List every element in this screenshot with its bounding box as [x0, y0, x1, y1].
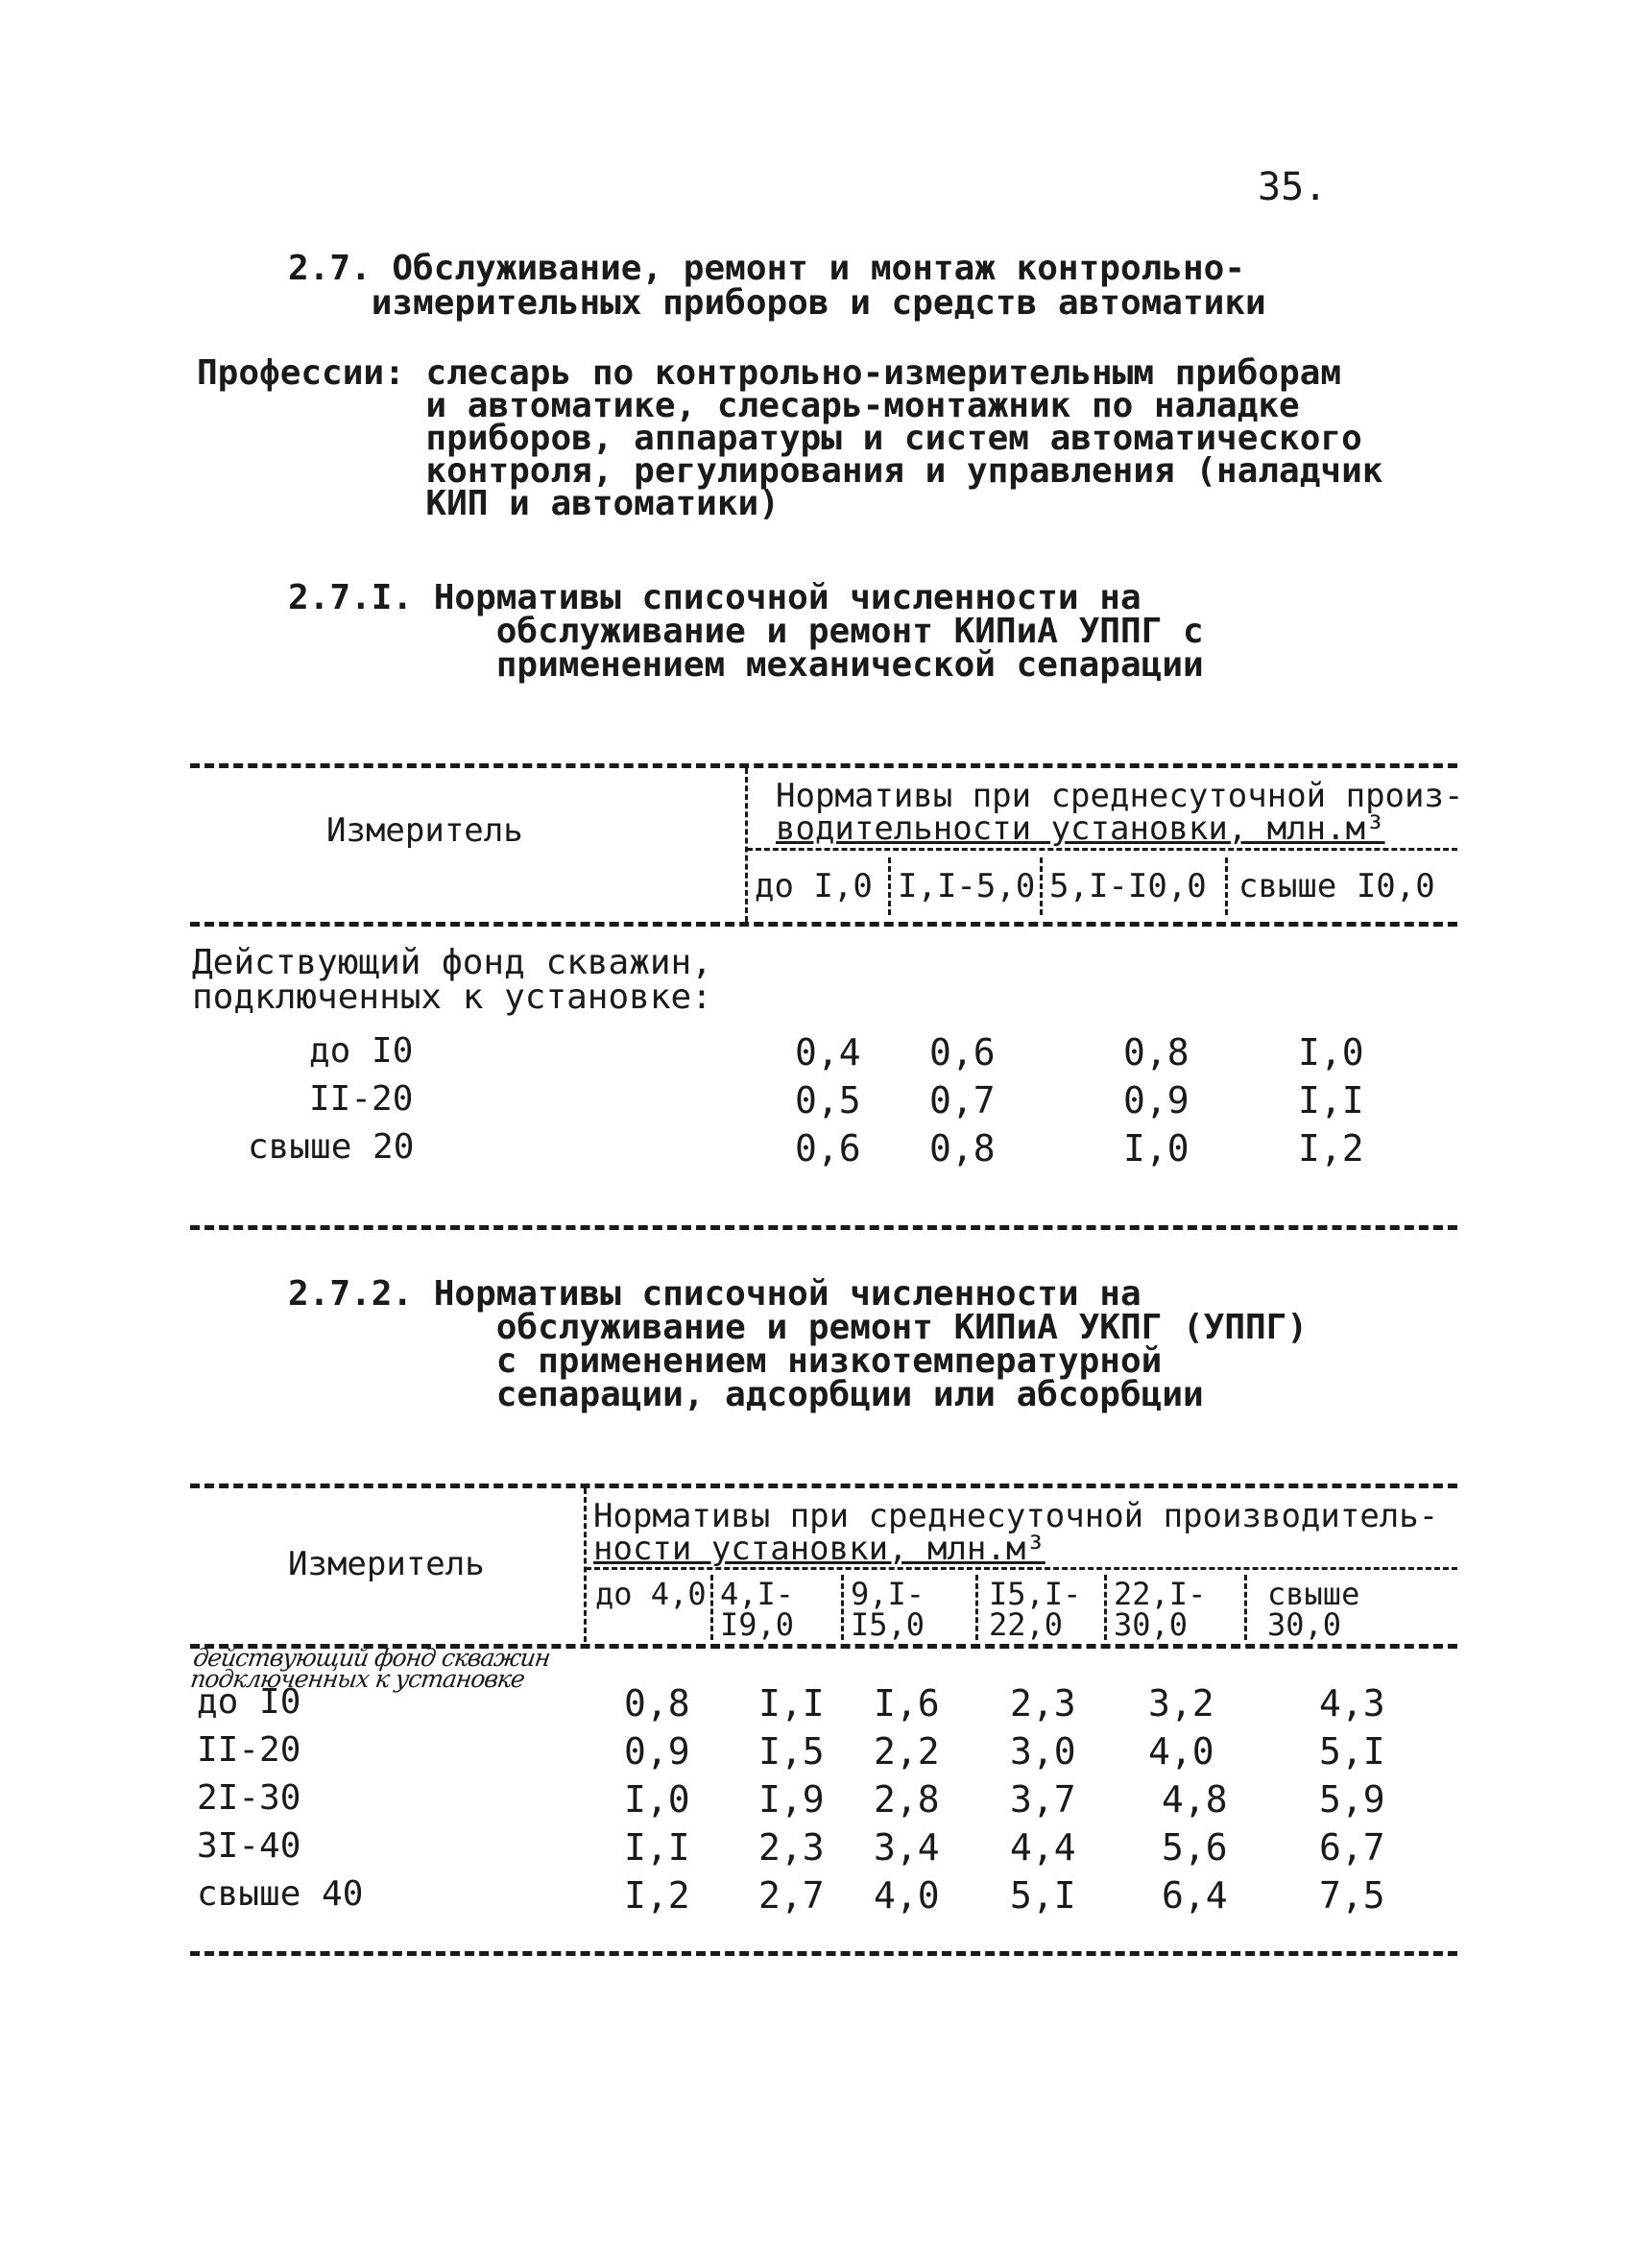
table2-col-5-line-2: 30,0 [1114, 1606, 1189, 1643]
table2-col-6-line-2: 30,0 [1267, 1606, 1342, 1643]
table2-row-label: II-20 [197, 1730, 301, 1770]
table2-col-4-line-2: 22,0 [989, 1606, 1064, 1643]
table2-cell: 2,3 [758, 1826, 825, 1869]
table1-row-label: до I0 [309, 1031, 414, 1071]
table1-subheader-rule [747, 848, 1457, 851]
table1-col-divider-1 [888, 857, 891, 915]
table2-cell: I,6 [874, 1682, 940, 1725]
table2-title-line-4: сепарации, адсорбции или абсорбции [495, 1375, 1204, 1414]
table1-cell: 0,7 [929, 1079, 996, 1122]
table2-cell: 2,3 [1010, 1682, 1076, 1725]
table2-cell: 6,4 [1162, 1874, 1228, 1917]
table1-cell: 0,9 [1123, 1079, 1189, 1122]
table2-col-6 [1267, 1576, 1360, 1643]
table2-col-4 [989, 1576, 1082, 1643]
table2-row-label: 3I-40 [197, 1826, 301, 1866]
table1-col-2: I,I-5,0 [898, 867, 1036, 905]
table2-cell: 0,9 [624, 1730, 690, 1773]
table1-header-divider [745, 768, 748, 922]
table2-col-5-line-1: 22,I- [1114, 1576, 1207, 1612]
table2-cell: 5,9 [1319, 1778, 1385, 1821]
table1-cell: 0,5 [795, 1079, 861, 1122]
table1-header-norm-line-2: водительности установки, млн.м³ [776, 809, 1385, 848]
table2-cell: 2,2 [874, 1730, 940, 1773]
table2-header-norm-line-1: Нормативы при среднесуточной производитель- [593, 1497, 1439, 1535]
table2-cell: 2,7 [758, 1874, 825, 1917]
professions-line-2: и автоматике, слесарь-монтажник по наладке [425, 386, 1300, 425]
table2-row-label: свыше 40 [197, 1874, 364, 1914]
table2-col-2 [720, 1576, 795, 1643]
table1-col-4: свыше I0,0 [1238, 867, 1435, 905]
table2-col-3 [851, 1576, 925, 1643]
table1-header-measure: Измеритель [326, 811, 523, 850]
table1-group-label [192, 943, 712, 1017]
section-title [288, 249, 1266, 323]
table2-subheader-rule [586, 1567, 1457, 1570]
table2-col-1 [595, 1576, 707, 1612]
table2-cell: I,I [624, 1826, 690, 1869]
section-title-line-1: 2.7. Обслуживание, ремонт и монтаж контрольно- [288, 249, 1245, 288]
table2-row-label: до I0 [197, 1682, 301, 1722]
table2-title-line-2: обслуживание и ремонт КИПиА УКПГ (УППГ) [495, 1308, 1309, 1347]
table1-cell: I,2 [1298, 1127, 1364, 1170]
table1-cell: I,0 [1123, 1127, 1189, 1170]
table1-cell: I,I [1298, 1079, 1364, 1122]
table1-col-3: 5,I-I0,0 [1049, 867, 1207, 905]
table2-title [288, 1274, 1309, 1414]
table2-cell: 2,8 [874, 1778, 940, 1821]
table2-col-4-line-1: I5,I- [989, 1576, 1082, 1612]
table2-top-rule [190, 1484, 1457, 1488]
table2-cell: 3,7 [1010, 1778, 1076, 1821]
table2-cell: I,9 [758, 1778, 825, 1821]
table2-col-divider-5 [1244, 1575, 1247, 1640]
table1-cell: 0,6 [795, 1127, 861, 1170]
table1-col-divider-3 [1225, 857, 1228, 915]
table2-col-divider-1 [710, 1575, 713, 1640]
table1-cell: 0,8 [929, 1127, 996, 1170]
table2-cell: I,0 [624, 1778, 690, 1821]
table2-cell: 3,0 [1010, 1730, 1076, 1773]
table2-cell: I,I [758, 1682, 825, 1725]
table2-handwritten-line-2: подключенных к установке [188, 1665, 526, 1693]
table2-bottom-rule [190, 1951, 1457, 1956]
table2-cell: 3,2 [1148, 1682, 1214, 1725]
table1-bottom-rule [190, 1225, 1457, 1230]
section-title-line-2: измерительных приборов и средств автоматики [371, 283, 1266, 323]
table1-cell: 0,8 [1123, 1031, 1189, 1074]
table2-cell: 4,3 [1319, 1682, 1385, 1725]
table1-cell: 0,4 [795, 1031, 861, 1074]
table2-cell: I,2 [624, 1874, 690, 1917]
table2-col-divider-3 [975, 1575, 978, 1640]
table1-title-line-2: обслуживание и ремонт КИПиА УППГ с [495, 612, 1204, 651]
table2-col-3-line-1: 9,I- [851, 1576, 925, 1612]
table2-col-2-line-1: 4,I- [720, 1576, 795, 1612]
table1-group-label-line-2: подключенных к установке: [192, 977, 712, 1017]
professions-label: Профессии: [197, 353, 405, 393]
table2-cell: 4,0 [1148, 1730, 1214, 1773]
table2-col-divider-4 [1104, 1575, 1107, 1640]
table2-title-line-1: 2.7.2. Нормативы списочной численности на [288, 1274, 1141, 1314]
table2-header-measure: Измеритель [288, 1545, 485, 1583]
table2-cell: 4,4 [1010, 1826, 1076, 1869]
table2-cell: 0,8 [624, 1682, 690, 1725]
table2-cell: 3,4 [874, 1826, 940, 1869]
table1-top-rule [190, 763, 1457, 768]
table1-col-divider-2 [1040, 857, 1043, 915]
professions-line-1: слесарь по контрольно-измерительным приборам [425, 353, 1342, 393]
table2-col-5 [1114, 1576, 1207, 1643]
table1-title-line-3: применением механической сепарации [495, 645, 1204, 685]
table2-handwritten-line-1: действующий фонд скважин [191, 1644, 552, 1672]
table1-header-norm-line-1: Нормативы при среднесуточной произ- [776, 777, 1464, 815]
table2-col-1-line-1: до 4,0 [595, 1576, 707, 1612]
table2-header-norm-line-2: ности установки, млн.м³ [593, 1530, 1045, 1568]
table2-row-label: 2I-30 [197, 1778, 301, 1818]
table2-col-divider-2 [841, 1575, 844, 1640]
table1-title [288, 578, 1204, 685]
table2-cell: 5,6 [1162, 1826, 1228, 1869]
professions-line-5: КИП и автоматики) [425, 484, 780, 523]
table2-cell: 4,8 [1162, 1778, 1228, 1821]
table2-col-6-line-1: свыше [1267, 1576, 1360, 1612]
table2-cell: I,5 [758, 1730, 825, 1773]
professions-line-3: приборов, аппаратуры и систем автоматического [425, 419, 1362, 458]
table1-col-1: до I,0 [755, 867, 873, 905]
page-number: 35. [1258, 165, 1328, 209]
table1-group-label-line-1: Действующий фонд скважин, [192, 943, 712, 982]
table2-col-2-line-2: I9,0 [720, 1606, 795, 1643]
table1-cell: 0,6 [929, 1031, 996, 1074]
table1-cell: I,0 [1298, 1031, 1364, 1074]
table1-row-label: свыше 20 [248, 1127, 415, 1167]
table1-row-label: II-20 [309, 1079, 414, 1119]
table2-cell: 5,I [1319, 1730, 1385, 1773]
table2-cell: 7,5 [1319, 1874, 1385, 1917]
table2-cell: 4,0 [874, 1874, 940, 1917]
table2-cell: 5,I [1010, 1874, 1076, 1917]
table1-title-line-1: 2.7.I. Нормативы списочной численности на [288, 578, 1141, 617]
table2-cell: 6,7 [1319, 1826, 1385, 1869]
professions-line-4: контроля, регулирования и управления (наладчик [425, 451, 1383, 491]
table1-header-rule [190, 922, 1457, 927]
professions-block [197, 353, 1383, 523]
table2-col-3-line-2: I5,0 [851, 1606, 925, 1643]
table2-title-line-3: с применением низкотемпературной [495, 1341, 1163, 1381]
table2-header-divider [584, 1488, 587, 1642]
